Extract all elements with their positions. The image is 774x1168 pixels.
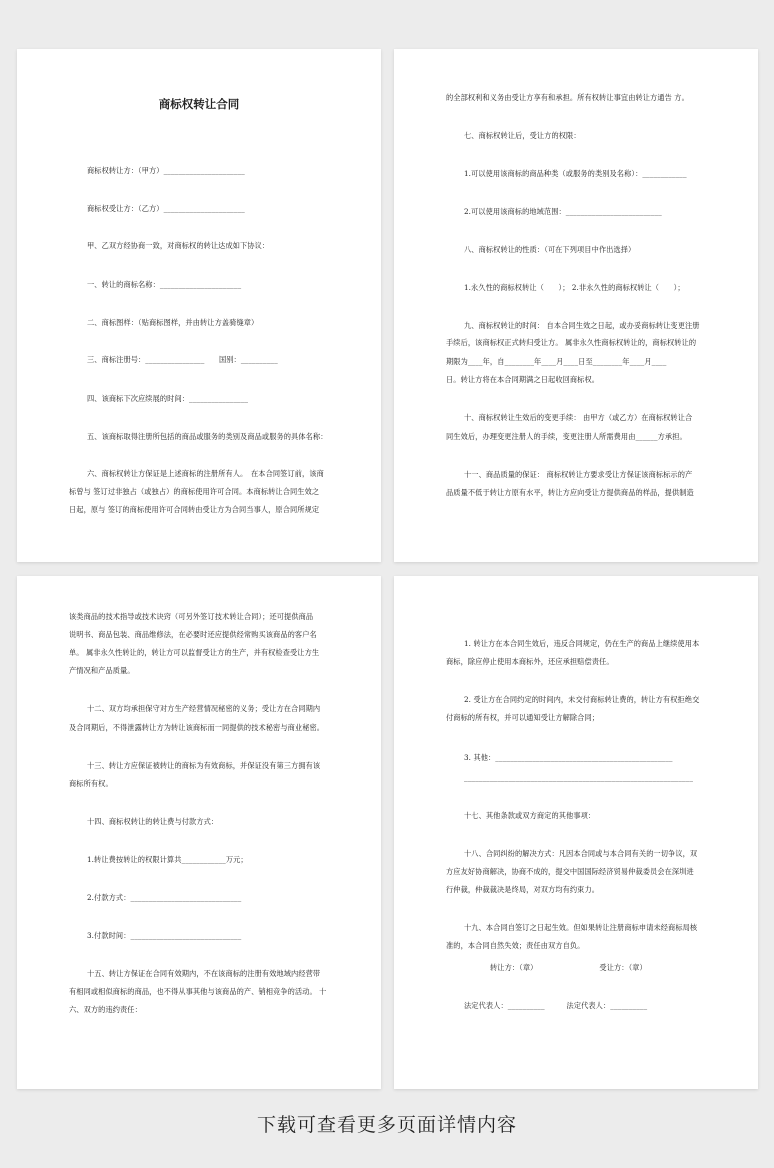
text-line: 标曾与 签订过非独占（或独占）的商标使用许可合同。本商标转让合同生效之 bbox=[69, 487, 320, 496]
text-line: 四、该商标下次应续展的时间：________________ bbox=[87, 394, 249, 403]
text-line: 期限为____年，自________年____月____日至________年____月____ bbox=[446, 357, 667, 366]
text-line: 准的，本合同自然失效；责任由双方自负。 bbox=[446, 941, 585, 950]
text-line: 二、商标图样：（贴商标图样，并由转让方盖骑缝章） bbox=[87, 318, 259, 327]
text-line: 九、商标权转让的时间： 自本合同生效之日起，或办妥商标转让变更注册 bbox=[464, 321, 700, 330]
text-line: 日起，原与 签订的商标使用许可合同转由受让方为合同当事人，原合同所规定 bbox=[69, 505, 320, 514]
text-line: 八、商标权转让的性质：（可在下列项目中作出选择） bbox=[464, 245, 636, 254]
text-line: ______________________________________________________________ bbox=[464, 773, 694, 782]
text-line: 十五、转让方保证在合同有效期内，不在该商标的注册有效地域内经营带 bbox=[87, 969, 321, 978]
text-line: 七、商标权转让后，受让方的权限： bbox=[464, 131, 581, 140]
text-line: 有相同或相似商标的商品，也不得从事其他与该商品的产、销相竞争的活动。 十 bbox=[69, 987, 327, 996]
text-line: 产情况和产品质量。 bbox=[69, 666, 135, 675]
text-line: 3. 其他：________________________________________________ bbox=[464, 753, 673, 762]
text-line: 说明书、商品包装、商品维修法，在必要时还应提供经常购买该商品的客户名 bbox=[69, 630, 317, 639]
document-page-1 bbox=[17, 49, 381, 562]
text-line: 十七、其他条款或双方商定的其他事项： bbox=[464, 811, 596, 820]
document-page-2 bbox=[394, 49, 758, 562]
text-line: 甲、乙双方经协商一致，对商标权的转让达成如下协议： bbox=[87, 241, 270, 250]
text-line: 商标，除应停止使用本商标外，还应承担赔偿责任。 bbox=[446, 657, 614, 666]
text-line: 行仲裁，仲裁裁决是终局，对双方均有约束力。 bbox=[446, 885, 600, 894]
footer-caption: 下载可查看更多页面详情内容 bbox=[256, 1114, 517, 1136]
document-page-3 bbox=[17, 576, 381, 1089]
text-line: 2.付款方式：______________________________ bbox=[87, 893, 242, 902]
text-line: 日。转让方将在本合同期满之日起收回商标权。 bbox=[446, 375, 600, 384]
text-line: 2. 受让方在合同约定的时间内，未交付商标转让费的，转让方有权拒绝交 bbox=[464, 695, 700, 704]
text-line: 五、该商标取得注册所包括的商品或服务的类别及商品或服务的具体名称： bbox=[87, 432, 328, 441]
document-title: 商标权转让合同 bbox=[158, 97, 240, 111]
text-line: 单。 属非永久性转让的，转让方可以监督受让方的生产，并有权检查受让方生 bbox=[69, 648, 320, 657]
text-line: 1.转让费按转让的权限计算共____________万元； bbox=[87, 855, 248, 864]
text-line: 1.永久性的商标权转让（ ）； 2.非永久性的商标权转让（ ）； bbox=[464, 283, 685, 292]
text-line: 方应友好协商解决，协商不成的，提交中国国际经济贸易仲裁委员会在深圳进 bbox=[446, 867, 694, 876]
text-line: 付商标的所有权，并可以通知受让方解除合同； bbox=[446, 713, 600, 722]
text-line: 商标权受让方：（乙方）______________________ bbox=[87, 204, 245, 213]
text-line: 同生效后，办理变更注册人的手续，变更注册人所需费用由______方承担。 bbox=[446, 432, 687, 441]
text-line: 十、商标权转让生效后的变更手续： 由甲方（或乙方）在商标权转让合 bbox=[464, 413, 693, 422]
text-line: 三、商标注册号：________________ 国别：__________ bbox=[87, 355, 278, 364]
document-page-4 bbox=[394, 576, 758, 1089]
signature-line: 转让方：（章） 受让方：（章） bbox=[490, 963, 647, 972]
text-line: 十一、商品质量的保证： 商标权转让方要求受让方保证该商标标示的产 bbox=[464, 470, 693, 479]
text-line: 品质量不低于转让方原有水平，转让方应向受让方提供商品的样品，提供制造 bbox=[446, 488, 694, 497]
text-line: 一、转让的商标名称：______________________ bbox=[87, 280, 242, 289]
signature-line: 法定代表人：__________ 法定代表人：__________ bbox=[464, 1001, 648, 1010]
text-line: 商标权转让方：（甲方）______________________ bbox=[87, 166, 245, 175]
text-line: 2.可以使用该商标的地域范围：__________________________ bbox=[464, 207, 662, 216]
text-line: 六、双方的违约责任： bbox=[69, 1005, 142, 1014]
text-line: 手续后，该商标权正式转归受让方。 属非永久性商标权转让的，商标权转让的 bbox=[446, 338, 697, 347]
text-line: 商标所有权。 bbox=[69, 779, 113, 788]
text-line: 十九、本合同自签订之日起生效。但如果转让注册商标申请未经商标局核 bbox=[464, 923, 698, 932]
text-line: 及合同期后，不得泄露转让方为转让该商标而一同提供的技术秘密与商业秘密。 bbox=[69, 723, 325, 732]
text-line: 的全部权利和义务由受让方享有和承担。所有权转让事宜由转让方通告 方。 bbox=[446, 93, 689, 102]
text-line: 该类商品的技术指导或技术诀窍（可另外签订技术转让合同）；还可提供商品 bbox=[69, 612, 314, 621]
text-line: 1.可以使用该商标的商品种类（或服务的类别及名称）：____________ bbox=[464, 169, 687, 178]
text-line: 十三、转让方应保证被转让的商标为有效商标，并保证没有第三方拥有该 bbox=[87, 761, 321, 770]
text-line: 3.付款时间：______________________________ bbox=[87, 931, 242, 940]
text-line: 六、商标权转让方保证是上述商标的注册所有人。 在本合同签订前，该商 bbox=[87, 469, 324, 478]
text-line: 十四、商标权转让的转让费与付款方式： bbox=[87, 817, 219, 826]
text-line: 1. 转让方在本合同生效后，违反合同规定，仍在生产的商品上继续使用本 bbox=[464, 639, 700, 648]
text-line: 十二、双方均承担保守对方生产经营情况秘密的义务；受让方在合同期内 bbox=[87, 704, 321, 713]
text-line: 十八、合同纠纷的解决方式：凡因本合同或与本合同有关的一切争议，双 bbox=[464, 849, 698, 858]
